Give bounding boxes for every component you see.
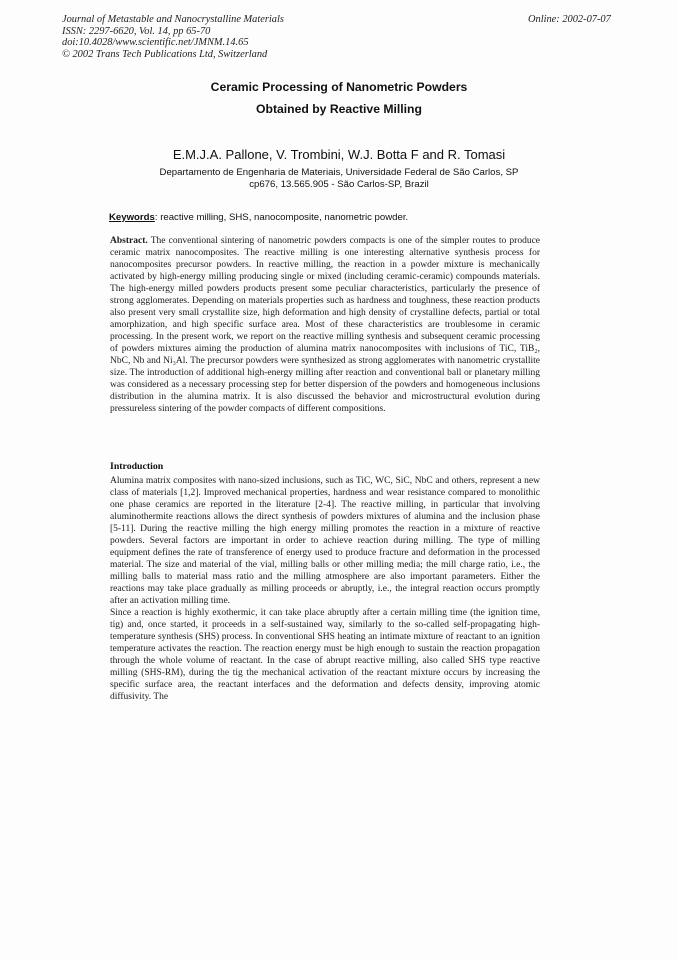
keywords [109,212,408,223]
affiliation-line1: Departamento de Engenharia de Materiais, Universidade Federal de São Carlos, SP [159,167,519,178]
section-heading-introduction: Introduction [110,461,164,472]
journal-copyright: © 2002 Trans Tech Publications Ltd, Switzerland [62,48,268,60]
abstract-label: Abstract. [110,236,148,246]
author-list: E.M.J.A. Pallone, V. Trombini, W.J. Botta F and R. Tomasi [172,147,506,162]
journal-header [62,14,284,60]
abstract-text: The conventional sintering of nanometric powders compacts is one of the simpler routes to produce ceramic matrix nanocomposites. The reactive milling is one interesting alternative synthesis process for nanocomposites precursor powders. In reactive milling, the reaction in a powder mixture is mechanically activated by high-energy milling producing single or mixed (including ceramic-ceramic) compounds materials. The high-energy milled powders products present some peculiar characteristics, particularly the presence of strong agglomerates. Depending on materials properties such as hardness and toughness, these reaction products also present very small crystallite size, high deformation and high density of crystalline defects, partial or total amorphization, and high specific surface area. Most of these characteristics are troublesome in ceramic processing. In the present work, we report on the reactive milling synthesis and subsequent ceramic processing of powders mixtures aiming the production of alumina matrix nanocomposites with inclusions of TiC, TiB₂, NbC, Nb and Ni₃Al. The precursor powders were synthesized as strong agglomerates with nanometric crystallite size. The introduction of additional high-energy milling after reaction and conventional ball or planetary milling was considered as a necessary processing step for better dispersion of the powders and homogeneous inclusions distribution in the alumina matrix. It is also discussed the behavior and microstructural evolution during pressureless sintering of the powder compacts of different compositions. [110,236,540,414]
online-date: Online: 2002-07-07 [528,14,611,25]
journal-issn: ISSN: 2297-6620, Vol. 14, pp 65-70 [62,25,211,37]
paper-title-line1: Ceramic Processing of Nanometric Powders [210,80,468,94]
journal-doi: doi:10.4028/www.scientific.net/JMNM.14.65 [62,37,249,49]
affiliation-line2: cp676, 13.565.905 - São Carlos-SP, Brazil [249,179,429,190]
journal-name: Journal of Metastable and Nanocrystalline Materials [62,14,284,25]
paper-title-line2: Obtained by Reactive Milling [256,102,422,116]
abstract [110,235,540,415]
paragraph: Alumina matrix composites with nano-sized inclusions, such as TiC, WC, SiC, NbC and others, represent a new class of materials [1,2]. Improved mechanical properties, hardness and wear resistance compared to monolithic one phase ceramics are reported in the literature [2-4]. The reactive milling, in particular that involving aluminothermite reactions allows the direct synthesis of powders mixtures of alumina and the inclusion phase [5-11]. During the reactive milling the high energy milling promotes the reaction in a mixture of reactive powders. Several factors are important in order to achieve reaction during milling. The type of milling equipment defines the rate of transference of energy used to produce fracture and deformation in the processed material. The size and material of the vial, milling balls or other milling media; the mill charge ratio, i.e., the milling balls to material mass ratio and the milling atmosphere are also important parameters. Either the reactions may take place gradually as milling proceeds or abruptly, i.e., the integral reaction occurs promptly after an activation milling time. [110,476,540,606]
keywords-text: : reactive milling, SHS, nanocomposite, nanometric powder. [154,212,409,223]
keywords-label: Keywords [109,212,155,223]
introduction-body [110,475,540,703]
paragraph: Since a reaction is highly exothermic, it can take place abruptly after a certain milling time (the ignition time, tig) and, once started, it proceeds in a self-sustained way, similarly to the so-called self-propagating high-temperature synthesis (SHS) process. In conventional SHS heating an intimate mixture of reactant to an ignition temperature activates the reaction. The reaction energy must be high enough to sustain the reaction propagation through the whole volume of reactant. In the case of abrupt reactive milling, also called SHS type reactive milling (SHS-RM), during the tig the mechanical activation of the reactant mixture occurs by increasing the specific surface area, the reactant interfaces and the deformation and defects density, improving atomic diffusivity. The [110,608,540,702]
